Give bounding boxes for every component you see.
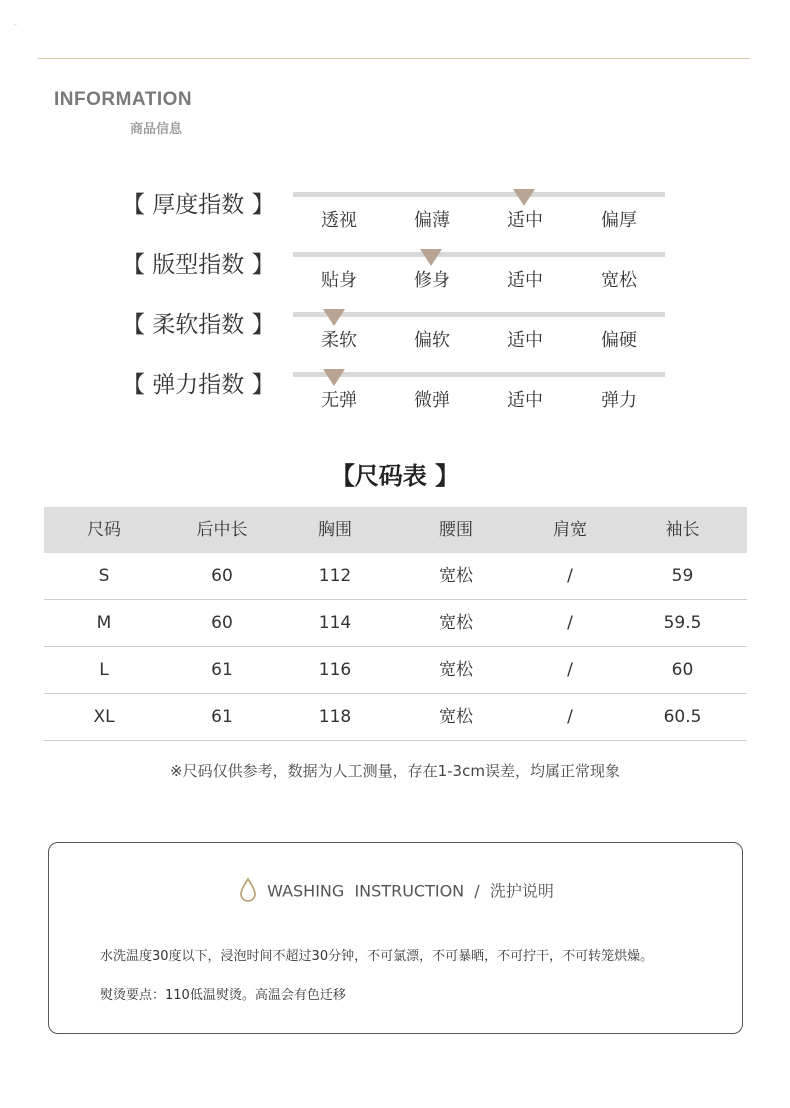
corner-mark: -	[14, 20, 17, 29]
size-note: ※尺码仅供参考，数据为人工测量，存在1-3cm误差，均属正常现象	[170, 762, 620, 780]
table-cell: 116	[318, 660, 352, 680]
index-label: 【 柔软指数 】	[122, 312, 275, 338]
index-label: 【 版型指数 】	[122, 252, 275, 278]
table-cell: 60	[671, 660, 694, 680]
index-option: 弹力	[601, 390, 637, 411]
table-cell: 宽松	[439, 566, 473, 586]
info-subtitle: 商品信息	[130, 122, 183, 137]
index-thickness	[0, 186, 790, 246]
table-cell: 60	[211, 566, 233, 586]
table-row	[44, 647, 747, 694]
water-drop-icon	[239, 877, 257, 907]
top-divider	[38, 58, 750, 59]
table-cell: 61	[211, 707, 233, 727]
table-cell: 宽松	[439, 613, 473, 633]
table-header-cell: 胸围	[318, 520, 352, 540]
table-cell: 宽松	[439, 707, 473, 727]
index-option: 透视	[321, 210, 357, 231]
table-cell: XL	[93, 707, 115, 727]
index-marker-icon	[513, 189, 535, 206]
index-bar	[293, 252, 665, 257]
table-cell: M	[96, 613, 112, 633]
washing-instruction-line: 水洗温度30度以下，浸泡时间不超过30分钟，不可氯漂，不可暴晒，不可拧干，不可转笼烘燥。	[100, 949, 654, 964]
table-cell: 59.5	[663, 613, 702, 633]
table-cell: 59	[671, 566, 694, 586]
index-bar	[293, 372, 665, 377]
index-option: 偏软	[414, 330, 450, 351]
table-cell: 60.5	[663, 707, 702, 727]
table-row	[44, 553, 747, 600]
table-header-cell: 袖长	[665, 520, 700, 540]
table-cell: 60	[211, 613, 233, 633]
table-header-row	[44, 507, 747, 553]
index-option: 适中	[507, 270, 543, 291]
table-cell: 118	[318, 707, 352, 727]
index-label: 【 弹力指数 】	[122, 372, 275, 398]
size-chart-title: 【尺码表 】	[330, 462, 460, 490]
table-cell: /	[567, 660, 573, 680]
table-cell: 112	[318, 566, 352, 586]
index-bar	[293, 192, 665, 197]
table-header-cell: 后中长	[196, 520, 248, 540]
index-softness	[0, 306, 790, 366]
washing-heading: WASHING INSTRUCTION / 洗护说明	[267, 881, 554, 901]
index-option: 偏硬	[601, 330, 637, 351]
table-cell: /	[567, 707, 573, 727]
index-option: 贴身	[321, 270, 357, 291]
index-bar	[293, 312, 665, 317]
washing-instruction-box	[48, 842, 743, 1034]
index-label: 【 厚度指数 】	[122, 192, 275, 218]
index-elasticity	[0, 366, 790, 426]
washing-heading-row	[49, 877, 744, 907]
table-header-cell: 肩宽	[553, 520, 587, 540]
table-cell: 114	[318, 613, 352, 633]
index-fit	[0, 246, 790, 306]
index-marker-icon	[420, 249, 442, 266]
index-option: 适中	[507, 210, 543, 231]
table-header-cell: 尺码	[87, 520, 121, 540]
info-title: INFORMATION	[54, 89, 193, 110]
index-option: 偏厚	[601, 210, 637, 231]
index-option: 适中	[507, 330, 543, 351]
table-cell: 宽松	[439, 660, 473, 680]
index-option: 偏薄	[414, 210, 450, 231]
index-option: 适中	[507, 390, 543, 411]
table-cell: /	[567, 613, 573, 633]
table-cell: 61	[211, 660, 233, 680]
table-cell: L	[99, 660, 109, 680]
index-marker-icon	[323, 369, 345, 386]
ironing-instruction-line: 熨烫要点：110低温熨烫。高温会有色迁移	[100, 988, 346, 1003]
index-option: 柔软	[321, 330, 357, 351]
index-option: 修身	[414, 270, 450, 291]
size-table	[44, 507, 747, 741]
table-cell: /	[567, 566, 573, 586]
table-row	[44, 600, 747, 647]
index-option: 微弹	[414, 390, 450, 411]
table-cell: S	[98, 566, 110, 586]
index-option: 宽松	[601, 270, 637, 291]
index-option: 无弹	[321, 390, 357, 411]
table-header-cell: 腰围	[439, 520, 473, 540]
table-row	[44, 694, 747, 741]
index-marker-icon	[323, 309, 345, 326]
